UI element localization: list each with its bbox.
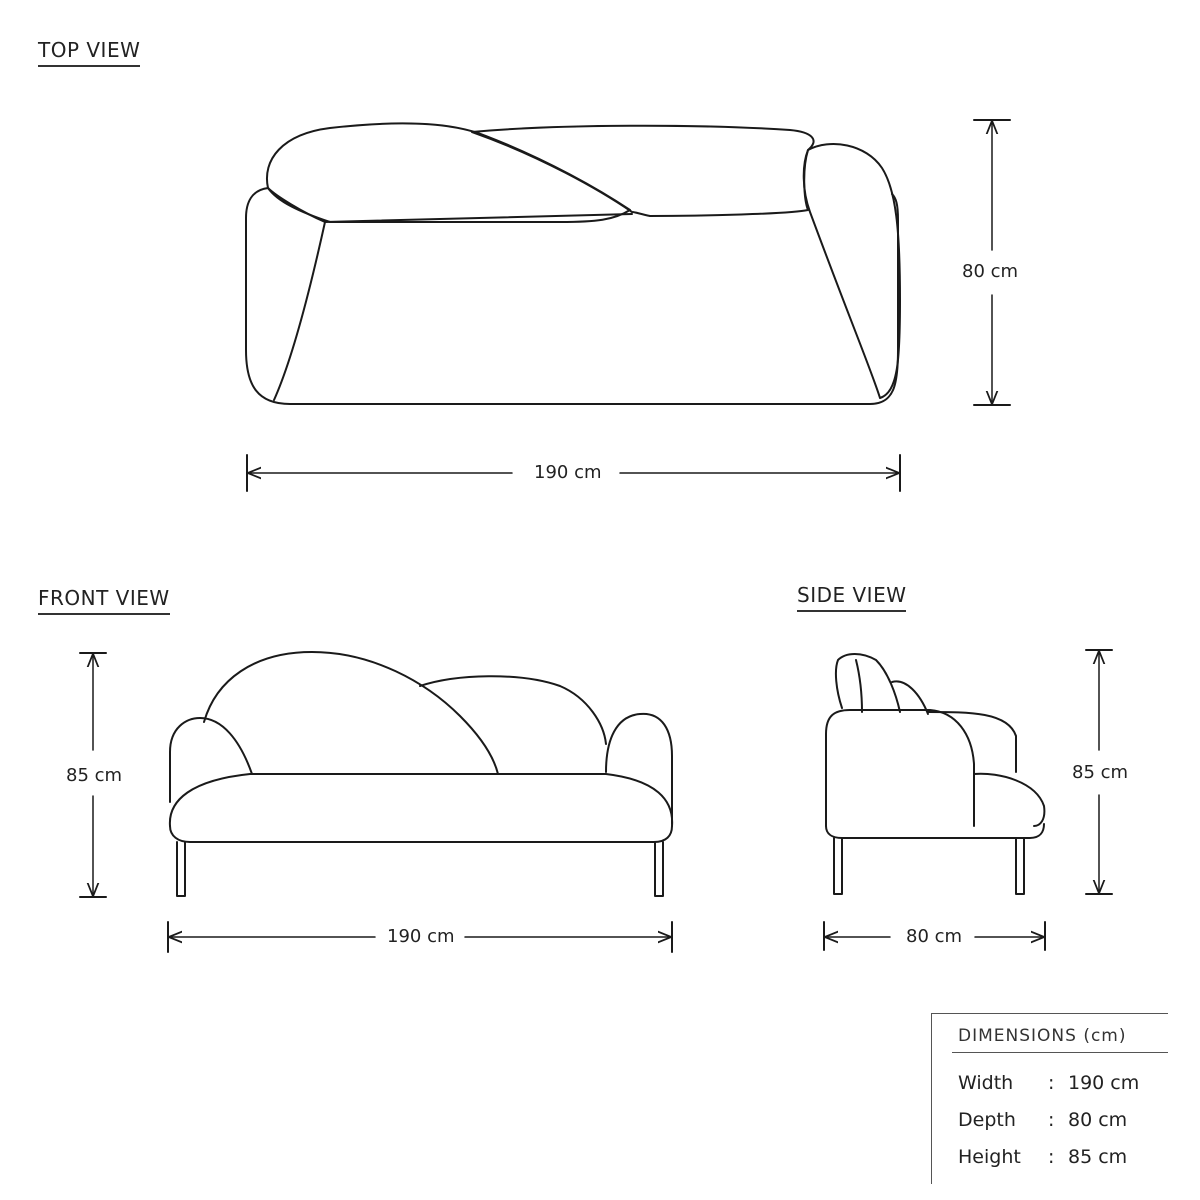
dimensions-table-divider xyxy=(952,1052,1168,1053)
side-view-front-leg xyxy=(834,838,842,894)
top-view-width-label: 190 cm xyxy=(534,462,602,483)
side-view-back-cushion-1-inner xyxy=(856,660,862,712)
front-view-right-back-cushion xyxy=(420,676,606,744)
front-view-height-label: 85 cm xyxy=(66,765,123,786)
dimension-value-width: 190 cm xyxy=(1068,1072,1140,1094)
top-view-left-arm xyxy=(268,188,325,400)
dimension-value-height: 85 cm xyxy=(1068,1146,1128,1168)
front-view-drawing xyxy=(80,652,672,952)
top-view-body xyxy=(246,188,898,404)
side-view-depth-label: 80 cm xyxy=(906,926,963,947)
top-view-left-back-cushion xyxy=(267,123,630,222)
top-view-right-arm xyxy=(804,144,900,398)
side-view-seat xyxy=(974,774,1044,826)
side-view-back-cushion-1 xyxy=(836,654,900,712)
front-view-left-back-cushion xyxy=(204,652,498,774)
dimensions-table-title: DIMENSIONS (cm) xyxy=(958,1026,1127,1046)
dimension-separator: : xyxy=(1048,1146,1055,1168)
dimension-value-depth: 80 cm xyxy=(1068,1109,1128,1131)
side-view-base xyxy=(826,824,1044,838)
side-view-height-label: 85 cm xyxy=(1072,762,1129,783)
side-view-drawing xyxy=(824,650,1112,950)
top-view-title: TOP VIEW xyxy=(38,40,140,67)
side-view-back-top xyxy=(928,712,1016,772)
dimension-label-width: Width xyxy=(958,1072,1014,1094)
side-view-body xyxy=(826,710,974,826)
dimensions-table xyxy=(931,1013,1168,1184)
front-view-left-leg xyxy=(177,842,185,896)
front-view-right-leg xyxy=(655,842,663,896)
dimension-label-depth: Depth xyxy=(958,1109,1016,1131)
top-view-right-back-cushion xyxy=(472,126,814,216)
dimension-separator: : xyxy=(1048,1109,1055,1131)
front-view-left-arm xyxy=(170,718,252,802)
top-view-depth-label: 80 cm xyxy=(962,261,1019,282)
front-view-base xyxy=(170,826,672,842)
top-view-drawing xyxy=(246,120,1010,491)
front-view-seat-cushion xyxy=(170,774,672,826)
front-view-right-arm xyxy=(606,714,672,824)
dimension-label-height: Height xyxy=(958,1146,1021,1168)
side-view-title: SIDE VIEW xyxy=(797,585,906,612)
front-view-width-label: 190 cm xyxy=(387,926,455,947)
front-view-title: FRONT VIEW xyxy=(38,588,170,615)
side-view-back-leg xyxy=(1016,838,1024,894)
dimension-separator: : xyxy=(1048,1072,1055,1094)
